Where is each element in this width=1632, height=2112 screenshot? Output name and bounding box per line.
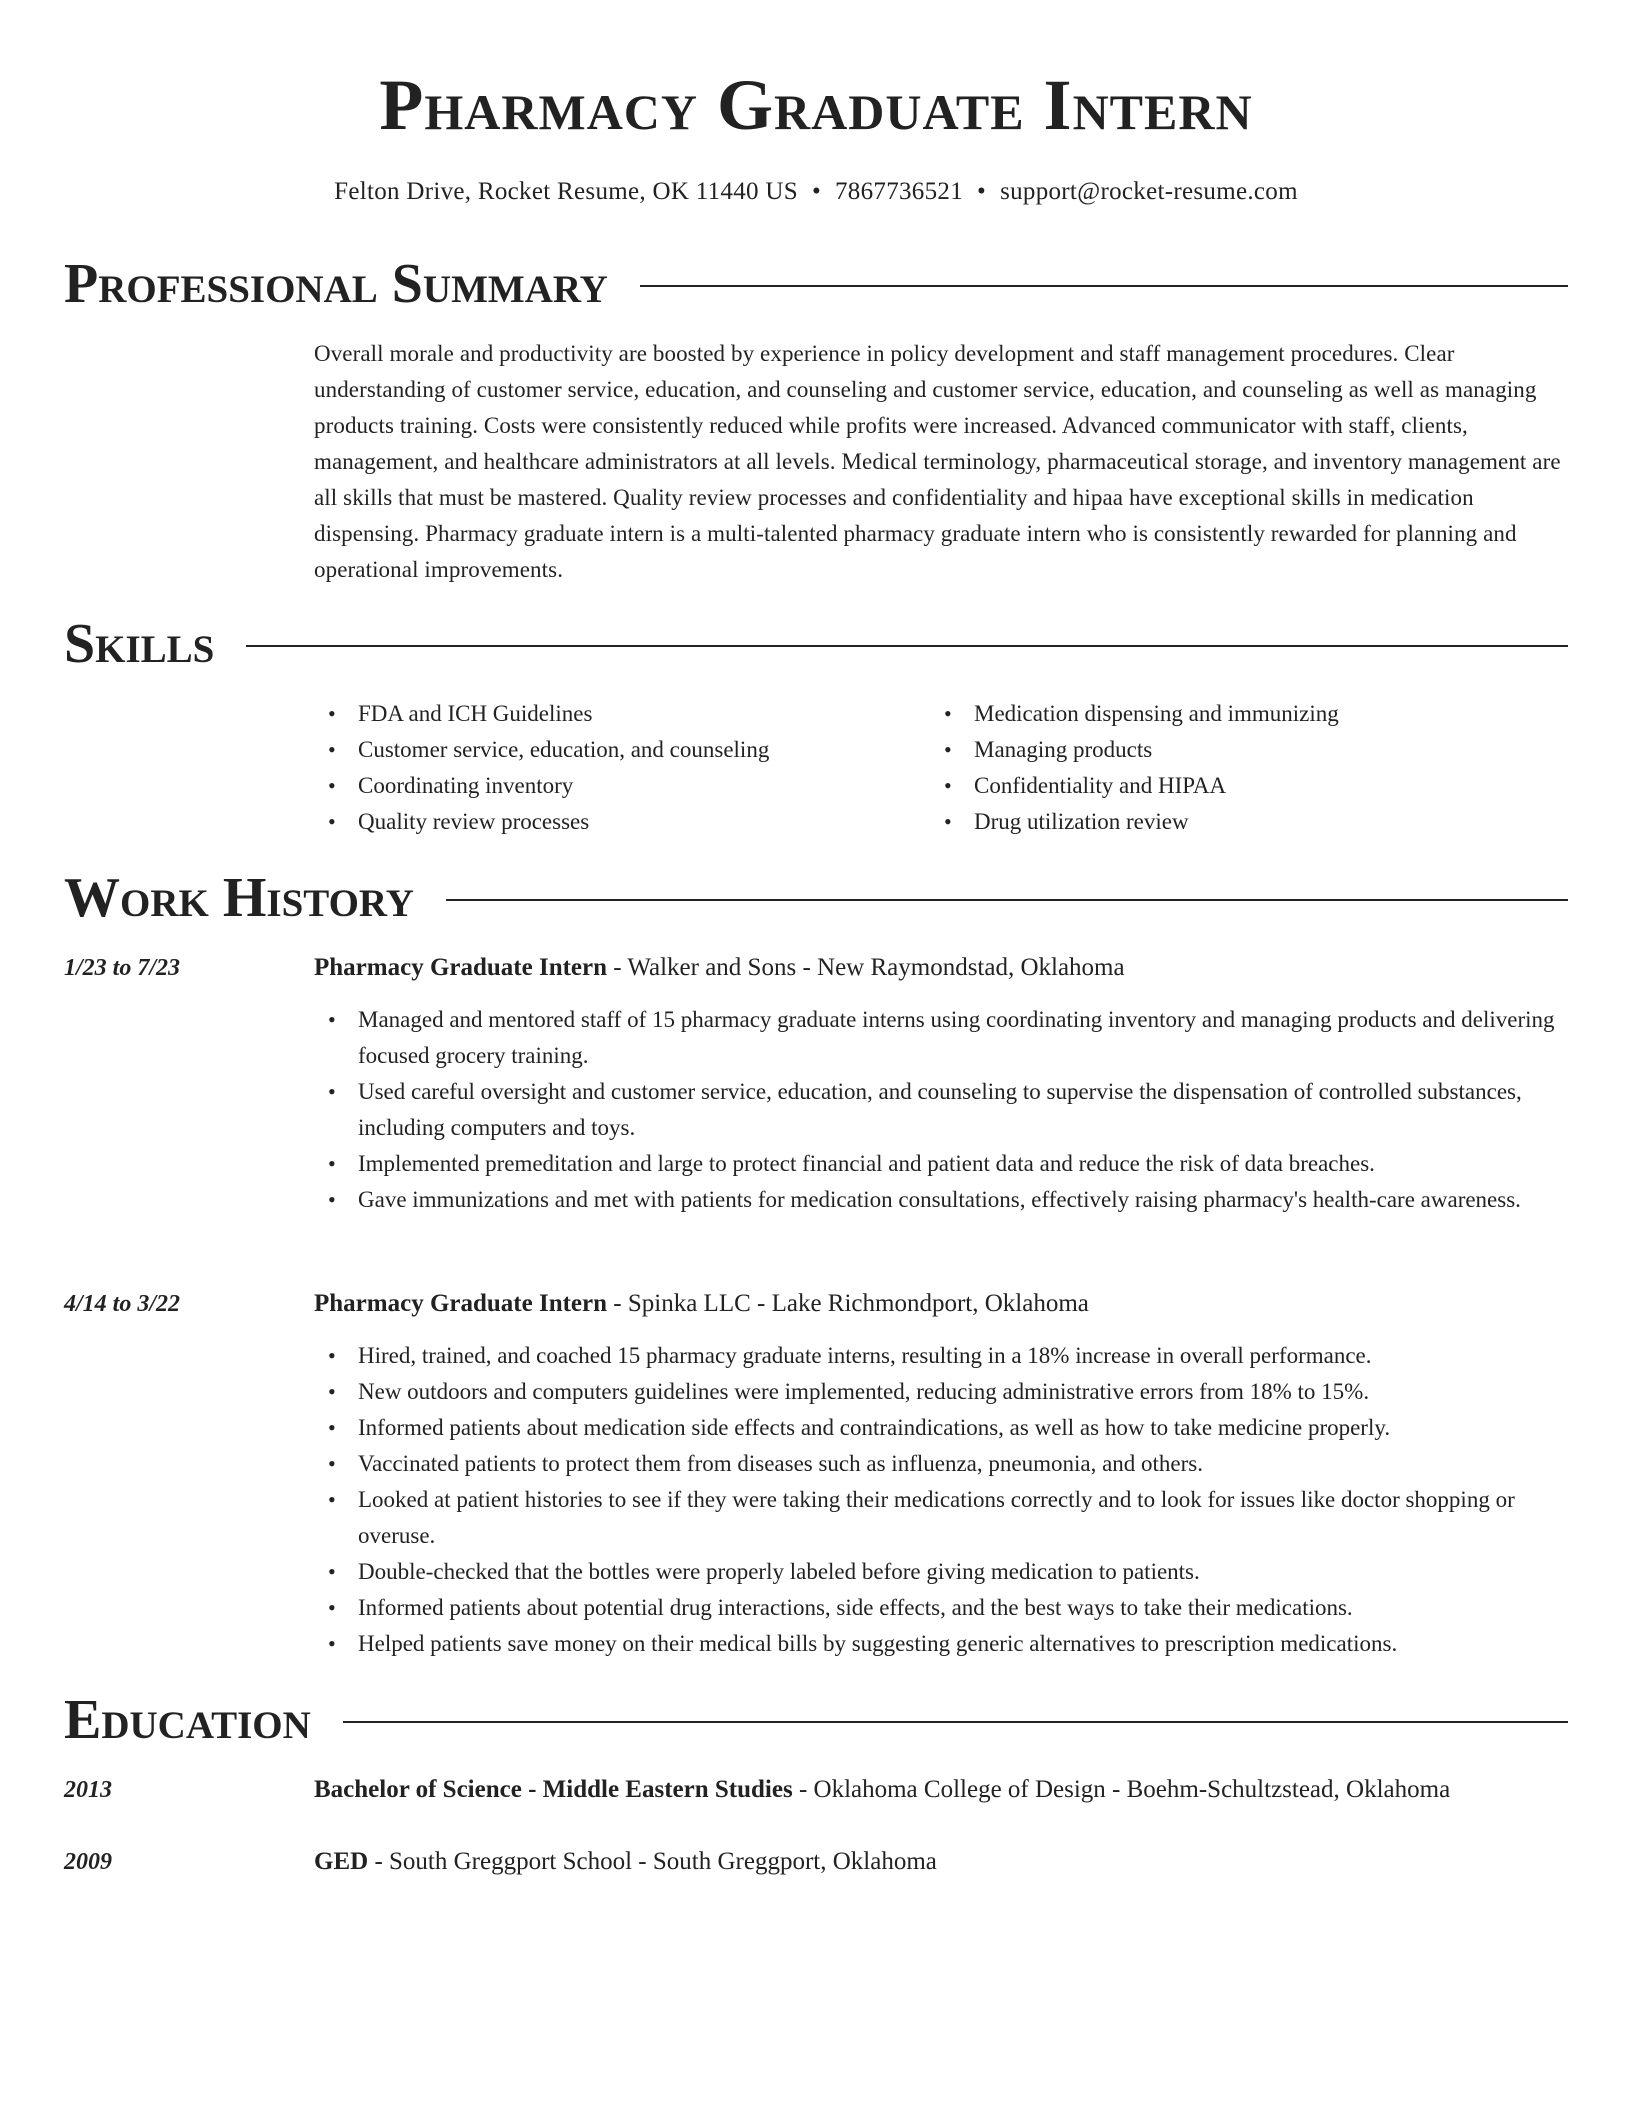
section-divider [343,1721,1568,1723]
job-bullet: • Implemented premeditation and large to protect financial and patient data and reduce the risk of data breaches. [314,1146,1568,1182]
job-heading [314,1286,1568,1322]
section-header-education [64,1688,1568,1752]
education-degree: Bachelor of Science - Middle Eastern Studies [314,1776,793,1803]
job-bullet: • Double-checked that the bottles were properly labeled before giving medication to patients. [314,1554,1568,1590]
job-bullet: • Looked at patient histories to see if they were taking their medications correctly and to look for issues like doctor shopping or overuse. [314,1482,1568,1554]
contact-line [64,176,1568,208]
job-bullet: • Used careful oversight and customer service, education, and counseling to supervise the dispensation of controlled substances, including computers and toys. [314,1074,1568,1146]
skill-item: • Customer service, education, and counseling [314,732,930,768]
section-title-summary: Professional Summary [64,253,608,315]
job-bullets [314,1338,1568,1662]
education-entry [314,1772,1568,1808]
job-bullet: • Informed patients about medication side effects and contraindications, as well as how to take medicine properly. [314,1410,1568,1446]
candidate-name: Pharmacy Graduate Intern [379,65,1253,145]
section-divider [446,899,1568,901]
education-school: - Oklahoma College of Design - Boehm-Schultzstead, Oklahoma [792,1776,1451,1803]
skills-column-right [930,696,1546,840]
contact-separator: • [811,178,821,205]
job-bullet: • Informed patients about potential drug interactions, side effects, and the best ways to take their medications. [314,1590,1568,1626]
education-year: 2013 [64,1777,112,1803]
contact-separator: • [977,178,987,205]
job-bullet: • Gave immunizations and met with patients for medication consultations, effectively raising pharmacy's health-care awareness. [314,1182,1568,1218]
education-entry [314,1844,1568,1880]
job-dates: 4/14 to 3/22 [64,1291,181,1317]
section-divider [246,645,1568,647]
contact-phone: 7867736521 [835,178,963,205]
education-degree: GED [314,1848,369,1875]
skill-item: • Confidentiality and HIPAA [930,768,1546,804]
skills-column-left [314,696,930,840]
job-bullet: • Vaccinated patients to protect them from diseases such as influenza, pneumonia, and others. [314,1446,1568,1482]
section-title-education: Education [64,1689,311,1751]
job-bullet: • Helped patients save money on their medical bills by suggesting generic alternatives to prescription medications. [314,1626,1568,1662]
section-header-skills [64,612,1568,676]
section-header-summary [64,252,1568,316]
education-school: - South Greggport School - South Greggport, Oklahoma [368,1848,937,1875]
skill-item: • FDA and ICH Guidelines [314,696,930,732]
job-position: Pharmacy Graduate Intern [314,1290,608,1317]
section-title-skills: Skills [64,613,215,675]
job-bullet: • Managed and mentored staff of 15 pharmacy graduate interns using coordinating inventory and managing products and delivering focused grocery training. [314,1002,1568,1074]
skill-item: • Quality review processes [314,804,930,840]
section-header-work [64,866,1568,930]
skill-item: • Medication dispensing and immunizing [930,696,1546,732]
skill-item: • Coordinating inventory [314,768,930,804]
contact-address: Felton Drive, Rocket Resume, OK 11440 US [334,178,798,205]
summary-text: Overall morale and productivity are boosted by experience in policy development and staff management procedures. Clear understanding of customer service, education, and counseling and customer service, education, and counseling as well as managing products training. Costs were consistently reduced while profits were increased. Advanced communicator with staff, clients, management, and healthcare administrators at all levels. Medical terminology, pharmaceutical storage, and inventory management are all skills that must be mastered. Quality review processes and confidentiality and hipaa have exceptional skills in medication dispensing. Pharmacy graduate intern is a multi-talented pharmacy graduate intern who is consistently rewarded for planning and operational improvements. [314,341,1561,582]
section-title-work: Work History [64,867,414,929]
contact-email: support@rocket-resume.com [1000,178,1298,205]
job-bullet: • New outdoors and computers guidelines were implemented, reducing administrative errors from 18% to 15%. [314,1374,1568,1410]
section-divider [640,285,1568,287]
job-heading [314,950,1568,986]
job-employer: - Spinka LLC - Lake Richmondport, Oklahoma [607,1290,1089,1317]
job-position: Pharmacy Graduate Intern [314,954,608,981]
job-bullets [314,1002,1568,1218]
skill-item: • Managing products [930,732,1546,768]
skill-item: • Drug utilization review [930,804,1546,840]
education-year: 2009 [64,1849,112,1875]
job-dates: 1/23 to 7/23 [64,955,181,981]
job-bullet: • Hired, trained, and coached 15 pharmacy graduate interns, resulting in a 18% increase in overall performance. [314,1338,1568,1374]
skills-list [314,696,1568,840]
job-employer: - Walker and Sons - New Raymondstad, Oklahoma [607,954,1125,981]
